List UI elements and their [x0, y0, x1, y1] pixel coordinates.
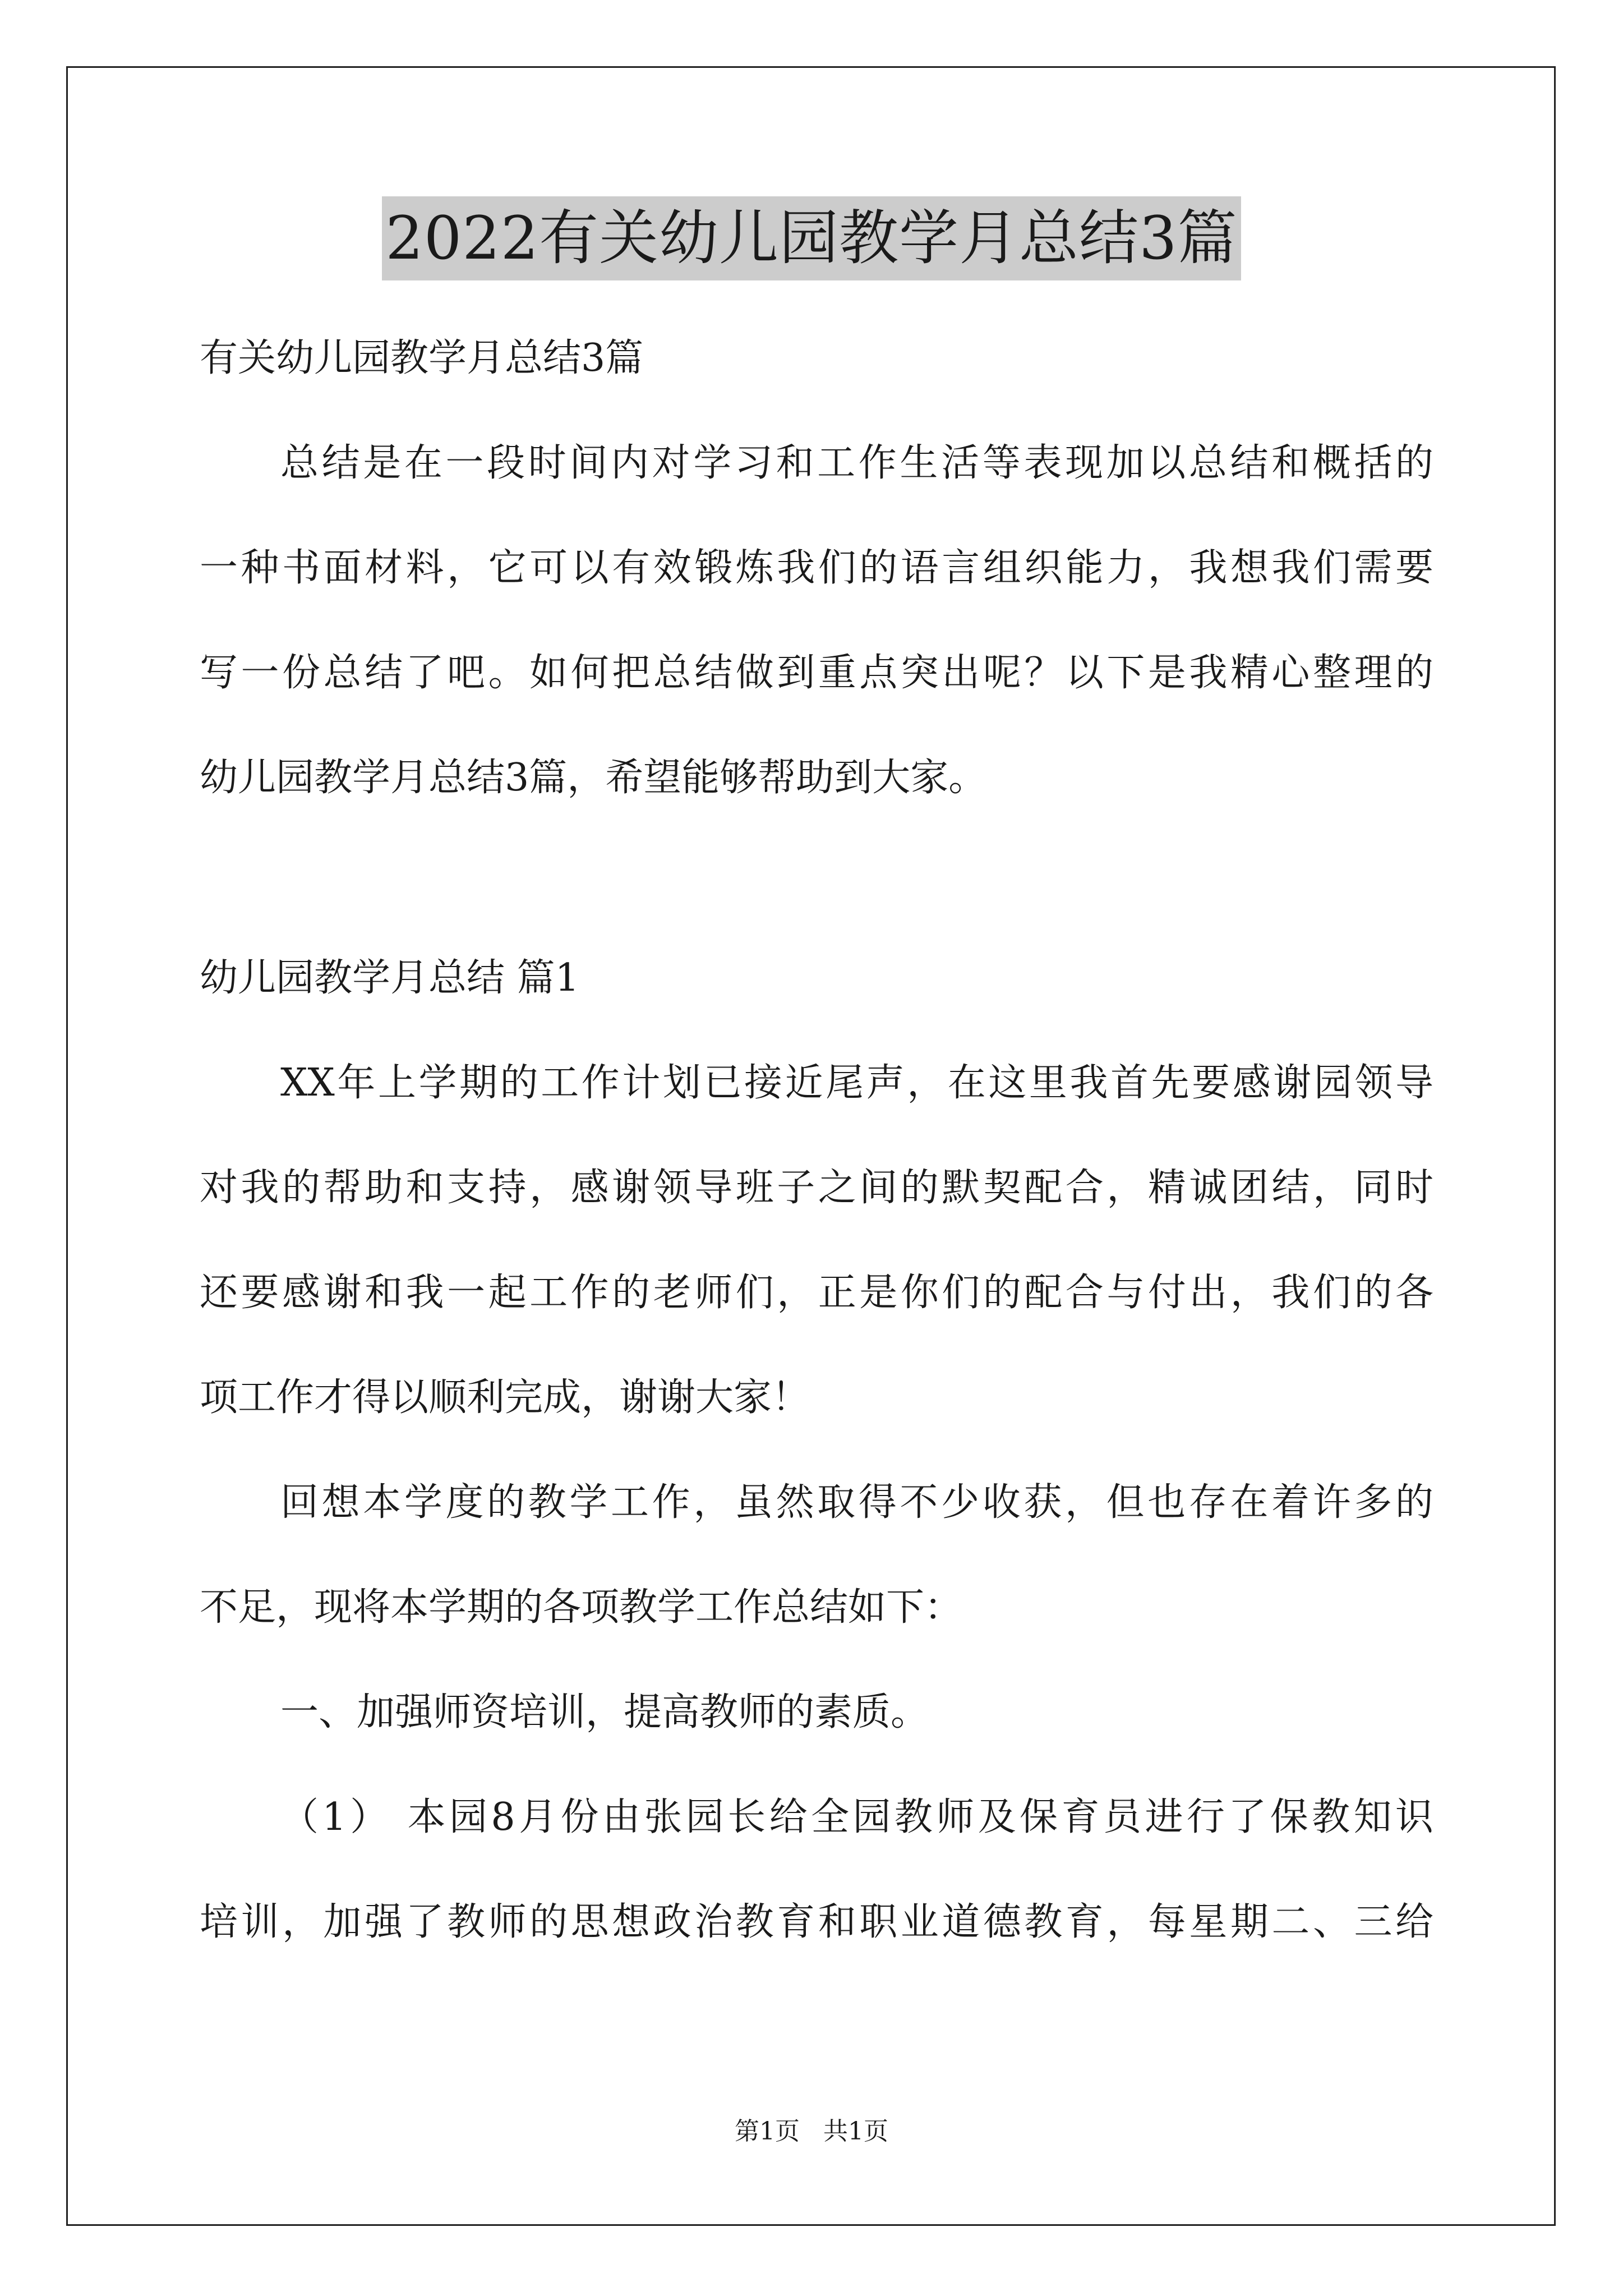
document-title: 2022有关幼儿园教学月总结3篇	[382, 196, 1241, 280]
section-heading: 幼儿园教学月总结 篇1	[200, 956, 579, 1000]
paragraph-line: 写一份总结了吧。如何把总结做到重点突出呢？以下是我精心整理的	[200, 651, 1433, 695]
paragraph-line: 幼儿园教学月总结3篇，希望能够帮助到大家。	[200, 756, 987, 800]
page-footer: 第1页 共1页	[735, 2117, 888, 2146]
document-body	[200, 306, 1433, 1975]
paragraph-line: （1） 本园8月份由张园长给全园教师及保育员进行了保教知识	[280, 1795, 1433, 1839]
paragraph-line: 一、加强师资培训，提高教师的素质。	[280, 1690, 929, 1734]
paragraph-line: 不足，现将本学期的各项教学工作总结如下：	[200, 1585, 963, 1630]
paragraph-line: 总结是在一段时间内对学习和工作生活等表现加以总结和概括的	[280, 441, 1433, 485]
paragraph-line: 培训，加强了教师的思想政治教育和职业道德教育，每星期二、三给	[200, 1900, 1433, 1944]
paragraph-line: 回想本学度的教学工作，虽然取得不少收获，但也存在着许多的	[280, 1480, 1433, 1525]
paragraph-line: 一种书面材料，它可以有效锻炼我们的语言组织能力，我想我们需要	[200, 546, 1433, 590]
paragraph-line: XX年上学期的工作计划已接近尾声，在这里我首先要感谢园领导	[280, 1061, 1433, 1105]
paragraph-line: 项工作才得以顺利完成，谢谢大家！	[200, 1375, 810, 1420]
paragraph-line: 对我的帮助和支持，感谢领导班子之间的默契配合，精诚团结，同时	[200, 1166, 1433, 1210]
subtitle: 有关幼儿园教学月总结3篇	[200, 336, 644, 380]
paragraph-line: 还要感谢和我一起工作的老师们，正是你们的配合与付出，我们的各	[200, 1271, 1433, 1315]
spacer	[200, 830, 1433, 926]
title-container	[0, 196, 1623, 280]
